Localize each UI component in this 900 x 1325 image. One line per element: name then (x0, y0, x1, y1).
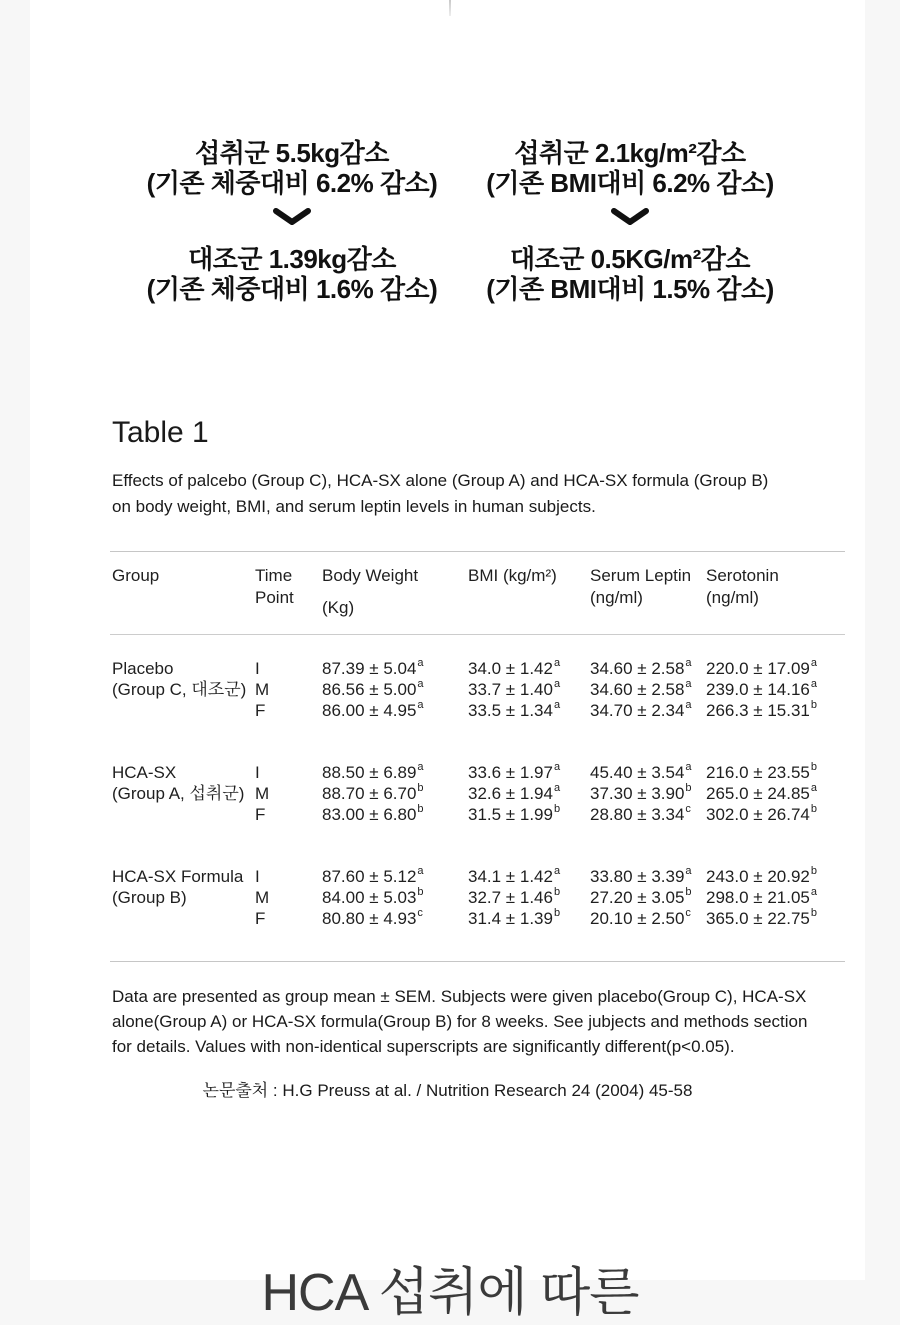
chevron-down-icon (610, 208, 650, 226)
group-name-cell: Placebo (Group C, 대조군) (112, 659, 247, 699)
table-title: Table 1 (112, 416, 209, 449)
table-body (112, 658, 845, 929)
serotonin-cell: 243.0 ± 20.92$^b$ 298.0 ± 21.05$^a$ 365.0 ± 22.75$^b$ (706, 865, 817, 928)
time-point-cell: I M F (255, 659, 270, 720)
body-weight-cell: 88.50 ± 6.89$^a$ 88.70 ± 6.70$^b$ 83.00 ± 6.80$^b$ (322, 761, 424, 824)
header-group: Group (112, 566, 160, 585)
header-bmi: BMI (kg/m²) (468, 566, 557, 585)
serotonin-cell: 216.0 ± 23.55$^b$ 265.0 ± 24.85$^a$ 302.0 ± 26.74$^b$ (706, 761, 817, 824)
header-body-weight: Body Weight (Kg) (322, 566, 419, 617)
table-group-row (112, 658, 845, 721)
serum-leptin-cell: 33.80 ± 3.39$^a$ 27.20 ± 3.05$^b$ 20.10 ± 2.50$^c$ (590, 865, 692, 928)
table-group-row (112, 866, 845, 929)
intake-group-weight-percent-line: (기존 체중대비 6.2% 감소) (146, 168, 438, 198)
table-description-line1: Effects of palcebo (Group C), HCA-SX alone (Group A) and HCA-SX formula (Group B) (112, 471, 769, 490)
intake-group-weight-line: 섭취군 5.5kg감소 (195, 138, 389, 168)
control-group-bmi-percent-line: (기존 BMI대비 1.5% 감소) (486, 274, 774, 304)
table-rule-header-bottom (110, 634, 845, 635)
control-group-weight-percent-line: (기존 체중대비 1.6% 감소) (146, 274, 438, 304)
table-group-row (112, 762, 845, 825)
chevron-down-icon (272, 208, 312, 226)
next-section-heading: HCA 섭취에 따른 (261, 1264, 639, 1322)
header-serotonin: Serotonin (ng/ml) (706, 566, 779, 607)
table-header-row (112, 565, 845, 619)
intake-group-bmi-line: 섭취군 2.1kg/m²감소 (514, 138, 746, 168)
footnote-line1: Data are presented as group mean ± SEM. Subjects were given placebo(Group C), HCA-SX (112, 987, 807, 1006)
header-time-point: Time Point (255, 566, 294, 607)
body-weight-cell: 87.39 ± 5.04$^a$ 86.56 ± 5.00$^a$ 86.00 ± 4.95$^a$ (322, 657, 424, 720)
footnote-line3: for details. Values with non-identical superscripts are significantly different(p<0.05). (112, 1037, 735, 1056)
time-point-cell: I M F (255, 867, 270, 928)
bmi-cell: 33.6 ± 1.97$^a$ 32.6 ± 1.94$^a$ 31.5 ± 1.99$^b$ (468, 761, 561, 824)
table-rule-top (110, 551, 845, 552)
footnote-line2: alone(Group A) or HCA-SX formula(Group B) for 8 weeks. See jubjects and methods section (112, 1012, 808, 1031)
body-weight-cell: 87.60 ± 5.12$^a$ 84.00 ± 5.03$^b$ 80.80 ± 4.93$^c$ (322, 865, 424, 928)
table-footnote (112, 984, 807, 1059)
intake-group-bmi-percent-line: (기존 BMI대비 6.2% 감소) (486, 168, 774, 198)
serum-leptin-cell: 45.40 ± 3.54$^a$ 37.30 ± 3.90$^b$ 28.80 ± 3.34$^c$ (590, 761, 692, 824)
bmi-comparison-block (400, 138, 860, 304)
table-description-line2: on body weight, BMI, and serum leptin levels in human subjects. (112, 497, 596, 516)
serotonin-cell: 220.0 ± 17.09$^a$ 239.0 ± 14.16$^a$ 266.3 ± 15.31$^b$ (706, 657, 817, 720)
serum-leptin-cell: 34.60 ± 2.58$^a$ 34.60 ± 2.58$^a$ 34.70 ± 2.34$^a$ (590, 657, 692, 720)
group-name-cell: HCA-SX (Group A, 섭취군) (112, 763, 245, 803)
top-divider-tick (449, 0, 451, 16)
table-rule-bottom (110, 961, 845, 962)
table-description (112, 468, 768, 520)
group-name-cell: HCA-SX Formula (Group B) (112, 867, 244, 907)
control-group-weight-line: 대조군 1.39kg감소 (188, 244, 396, 274)
time-point-cell: I M F (255, 763, 270, 824)
bmi-cell: 34.0 ± 1.42$^a$ 33.7 ± 1.40$^a$ 33.5 ± 1.34$^a$ (468, 657, 561, 720)
header-serum-leptin: Serum Leptin (ng/ml) (590, 566, 692, 607)
bmi-cell: 34.1 ± 1.42$^a$ 32.7 ± 1.46$^b$ 31.4 ± 1.39$^b$ (468, 865, 561, 928)
paper-citation: 논문출처 : H.G Preuss at al. / Nutrition Research 24 (2004) 45-58 (202, 1081, 693, 1100)
control-group-bmi-line: 대조군 0.5KG/m²감소 (510, 244, 750, 274)
